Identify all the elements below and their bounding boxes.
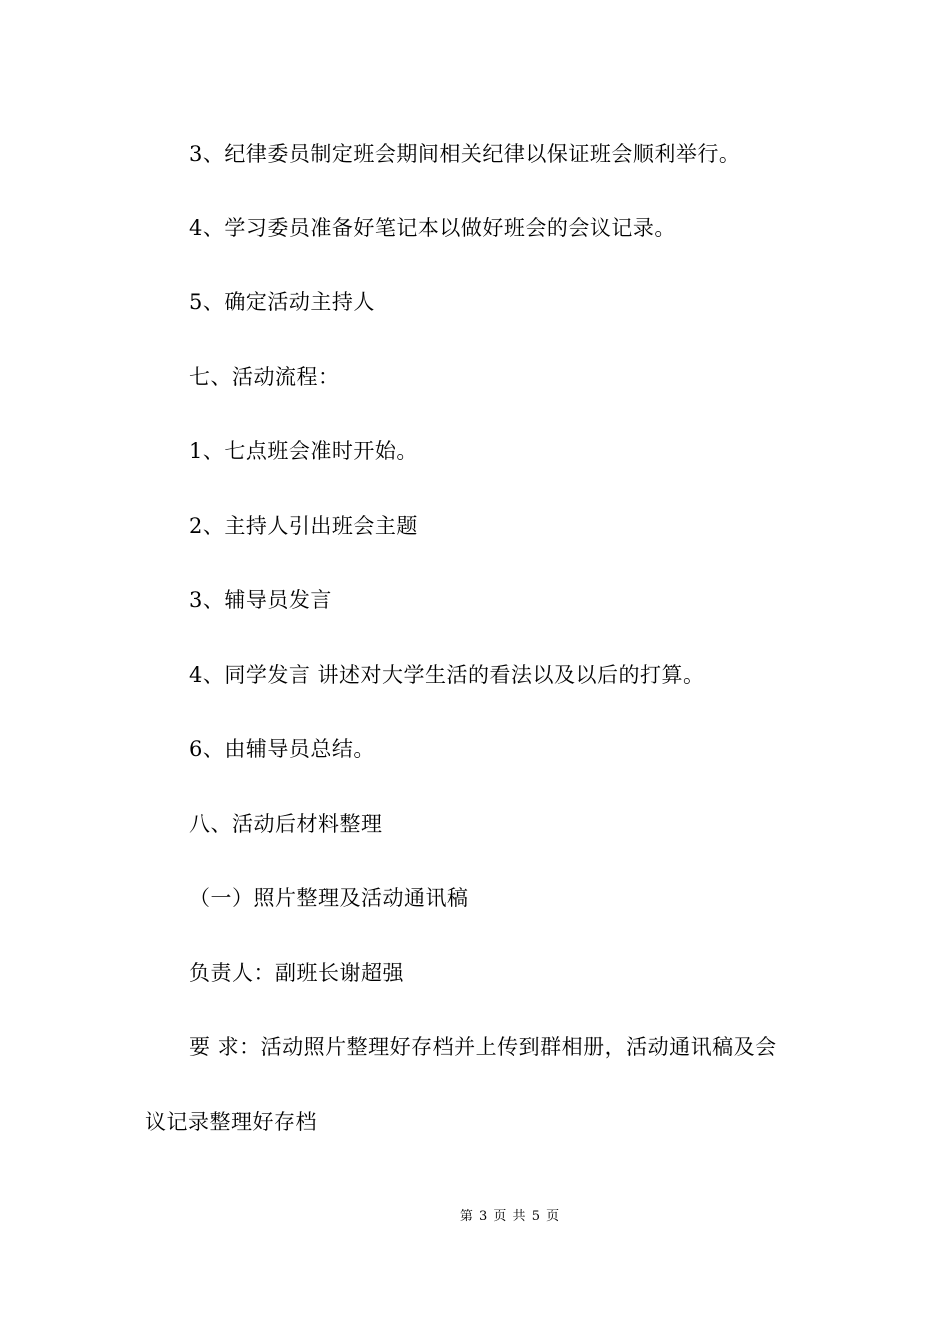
paragraph-line: 1、七点班会准时开始。 bbox=[189, 439, 418, 463]
page-number-footer: 第 3 页 共 5 页 bbox=[459, 1209, 561, 1224]
paragraph-line: 6、由辅导员总结。 bbox=[189, 737, 375, 761]
paragraph-line: 2、主持人引出班会主题 bbox=[189, 514, 418, 538]
paragraph-line: 3、纪律委员制定班会期间相关纪律以保证班会顺利举行。 bbox=[189, 142, 741, 166]
paragraph-line: 要 求：活动照片整理好存档并上传到群相册，活动通讯稿及会 bbox=[189, 1035, 777, 1059]
paragraph-line: 5、确定活动主持人 bbox=[189, 290, 375, 314]
section-heading: 八、活动后材料整理 bbox=[189, 812, 383, 836]
paragraph-line: 议记录整理好存档 bbox=[145, 1110, 317, 1134]
paragraph-line: 3、辅导员发言 bbox=[189, 588, 332, 612]
section-heading: 七、活动流程： bbox=[189, 365, 340, 389]
paragraph-line: 4、学习委员准备好笔记本以做好班会的会议记录。 bbox=[189, 216, 676, 240]
paragraph-line: 4、同学发言 讲述对大学生活的看法以及以后的打算。 bbox=[189, 663, 705, 687]
paragraph-line: 负责人：副班长谢超强 bbox=[189, 961, 404, 985]
subsection-heading: （一）照片整理及活动通讯稿 bbox=[189, 886, 469, 910]
